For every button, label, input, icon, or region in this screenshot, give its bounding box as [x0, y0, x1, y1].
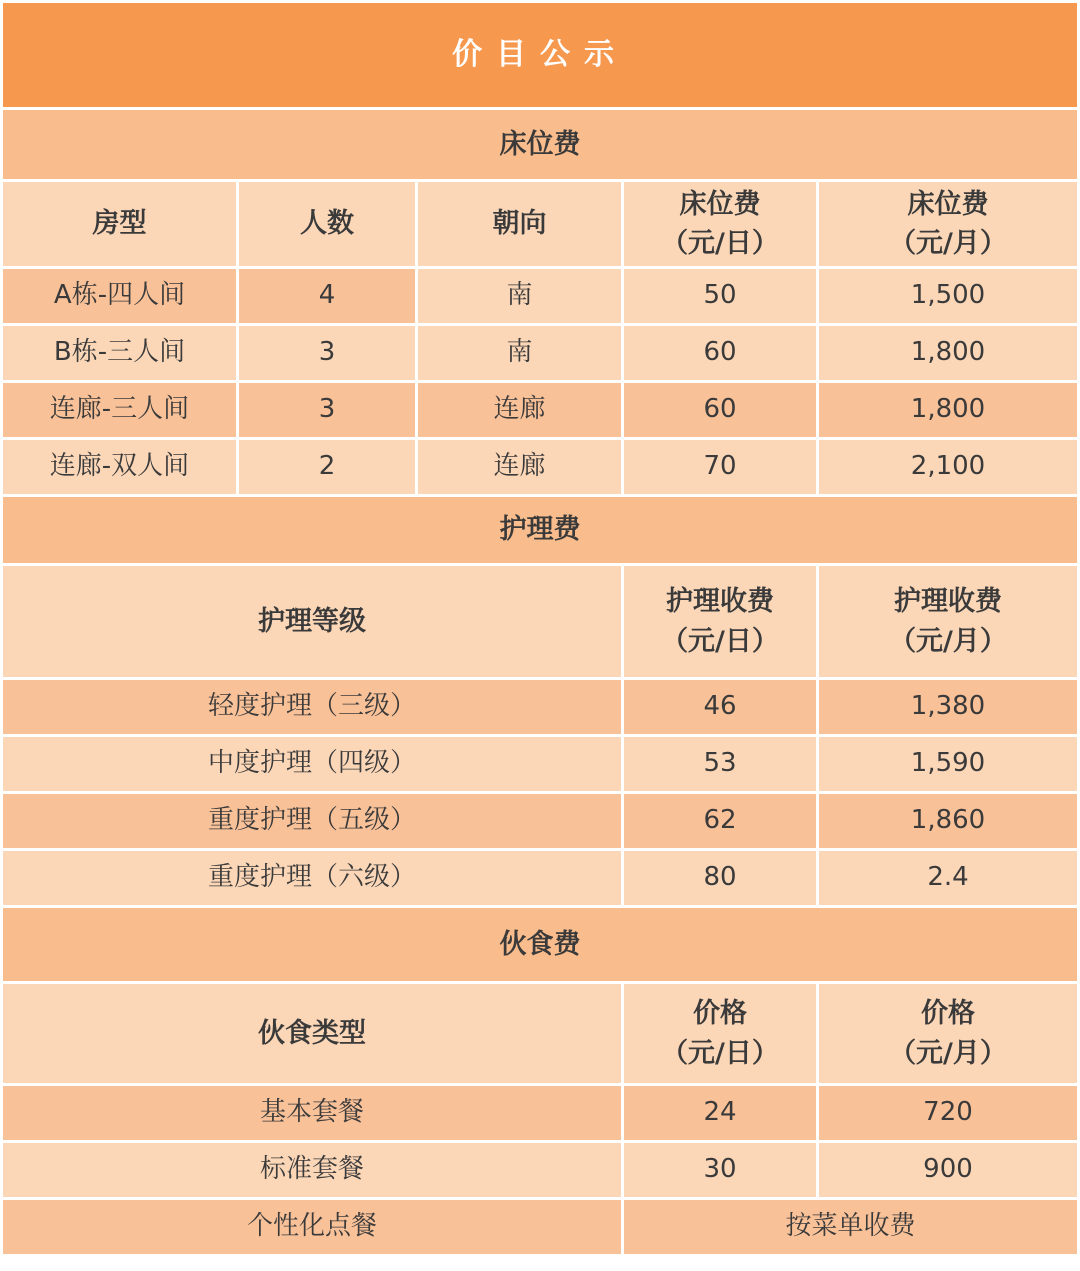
table-cell: 2,100	[819, 440, 1077, 494]
table-cell: 70	[624, 440, 816, 494]
table-cell: 重度护理（六级）	[3, 851, 621, 905]
header-care-fee-month	[819, 566, 1077, 677]
header-meal-price-month	[819, 984, 1077, 1083]
table-cell: 46	[624, 680, 816, 734]
header-bed-fee-month-l1: 床位费	[907, 188, 989, 220]
table-cell: 1,800	[819, 326, 1077, 380]
header-care-fee-month-l2: （元/月）	[889, 625, 1007, 657]
table-cell: 62	[624, 794, 816, 848]
header-care-fee-day-l2: （元/日）	[661, 625, 779, 657]
table-cell: 80	[624, 851, 816, 905]
table-cell: 60	[624, 326, 816, 380]
header-meal-price-day	[624, 984, 816, 1083]
table-cell: 53	[624, 737, 816, 791]
section-meal-fee: 伙食费	[3, 908, 1077, 981]
table-cell: 南	[418, 326, 621, 380]
header-bed-fee-month-l2: （元/月）	[889, 228, 1007, 259]
table-cell: 1,500	[819, 269, 1077, 323]
table-cell: 连廊	[418, 440, 621, 494]
table-cell: 1,590	[819, 737, 1077, 791]
header-bed-fee-day-l1: 床位费	[679, 188, 761, 220]
table-cell: 1,380	[819, 680, 1077, 734]
header-care-level: 护理等级	[3, 566, 621, 677]
header-meal-price-day-l1: 价格	[693, 998, 747, 1030]
table-cell: 2.4	[819, 851, 1077, 905]
table-cell: 南	[418, 269, 621, 323]
header-orientation: 朝向	[418, 182, 621, 266]
table-cell: 连廊-三人间	[3, 383, 236, 437]
table-cell: 2	[239, 440, 415, 494]
table-cell: 重度护理（五级）	[3, 794, 621, 848]
table-cell: 60	[624, 383, 816, 437]
header-bed-fee-day	[624, 182, 816, 266]
table-cell: 720	[819, 1086, 1077, 1140]
header-care-fee-month-l1: 护理收费	[894, 586, 1002, 618]
header-care-fee-day	[624, 566, 816, 677]
table-cell: 连廊	[418, 383, 621, 437]
section-care-fee: 护理费	[3, 497, 1077, 563]
table-cell: 轻度护理（三级）	[3, 680, 621, 734]
section-bed-fee: 床位费	[3, 110, 1077, 179]
table-cell: 1,800	[819, 383, 1077, 437]
table-cell: 30	[624, 1143, 816, 1197]
table-cell: 3	[239, 383, 415, 437]
header-meal-price-month-l2: （元/月）	[889, 1037, 1007, 1069]
header-meal-price-day-l2: （元/日）	[661, 1037, 779, 1069]
table-cell: 连廊-双人间	[3, 440, 236, 494]
table-cell: 标准套餐	[3, 1143, 621, 1197]
header-meal-price-month-l1: 价格	[921, 998, 975, 1030]
header-care-fee-day-l1: 护理收费	[666, 586, 774, 618]
table-cell: 基本套餐	[3, 1086, 621, 1140]
table-cell: 个性化点餐	[3, 1200, 621, 1254]
header-bed-fee-day-l2: （元/日）	[661, 228, 779, 259]
header-occupants: 人数	[239, 182, 415, 266]
price-table	[3, 3, 1077, 1268]
header-bed-fee-month	[819, 182, 1077, 266]
table-cell: A栋-四人间	[3, 269, 236, 323]
header-room-type: 房型	[3, 182, 236, 266]
table-cell: 3	[239, 326, 415, 380]
table-cell: 50	[624, 269, 816, 323]
table-cell: 按菜单收费	[624, 1200, 1077, 1254]
header-meal-type: 伙食类型	[3, 984, 621, 1083]
page-title: 价目公示	[3, 3, 1077, 107]
table-cell: 900	[819, 1143, 1077, 1197]
table-cell: 4	[239, 269, 415, 323]
table-cell: 中度护理（四级）	[3, 737, 621, 791]
table-cell: 24	[624, 1086, 816, 1140]
table-cell: 1,860	[819, 794, 1077, 848]
table-cell: B栋-三人间	[3, 326, 236, 380]
